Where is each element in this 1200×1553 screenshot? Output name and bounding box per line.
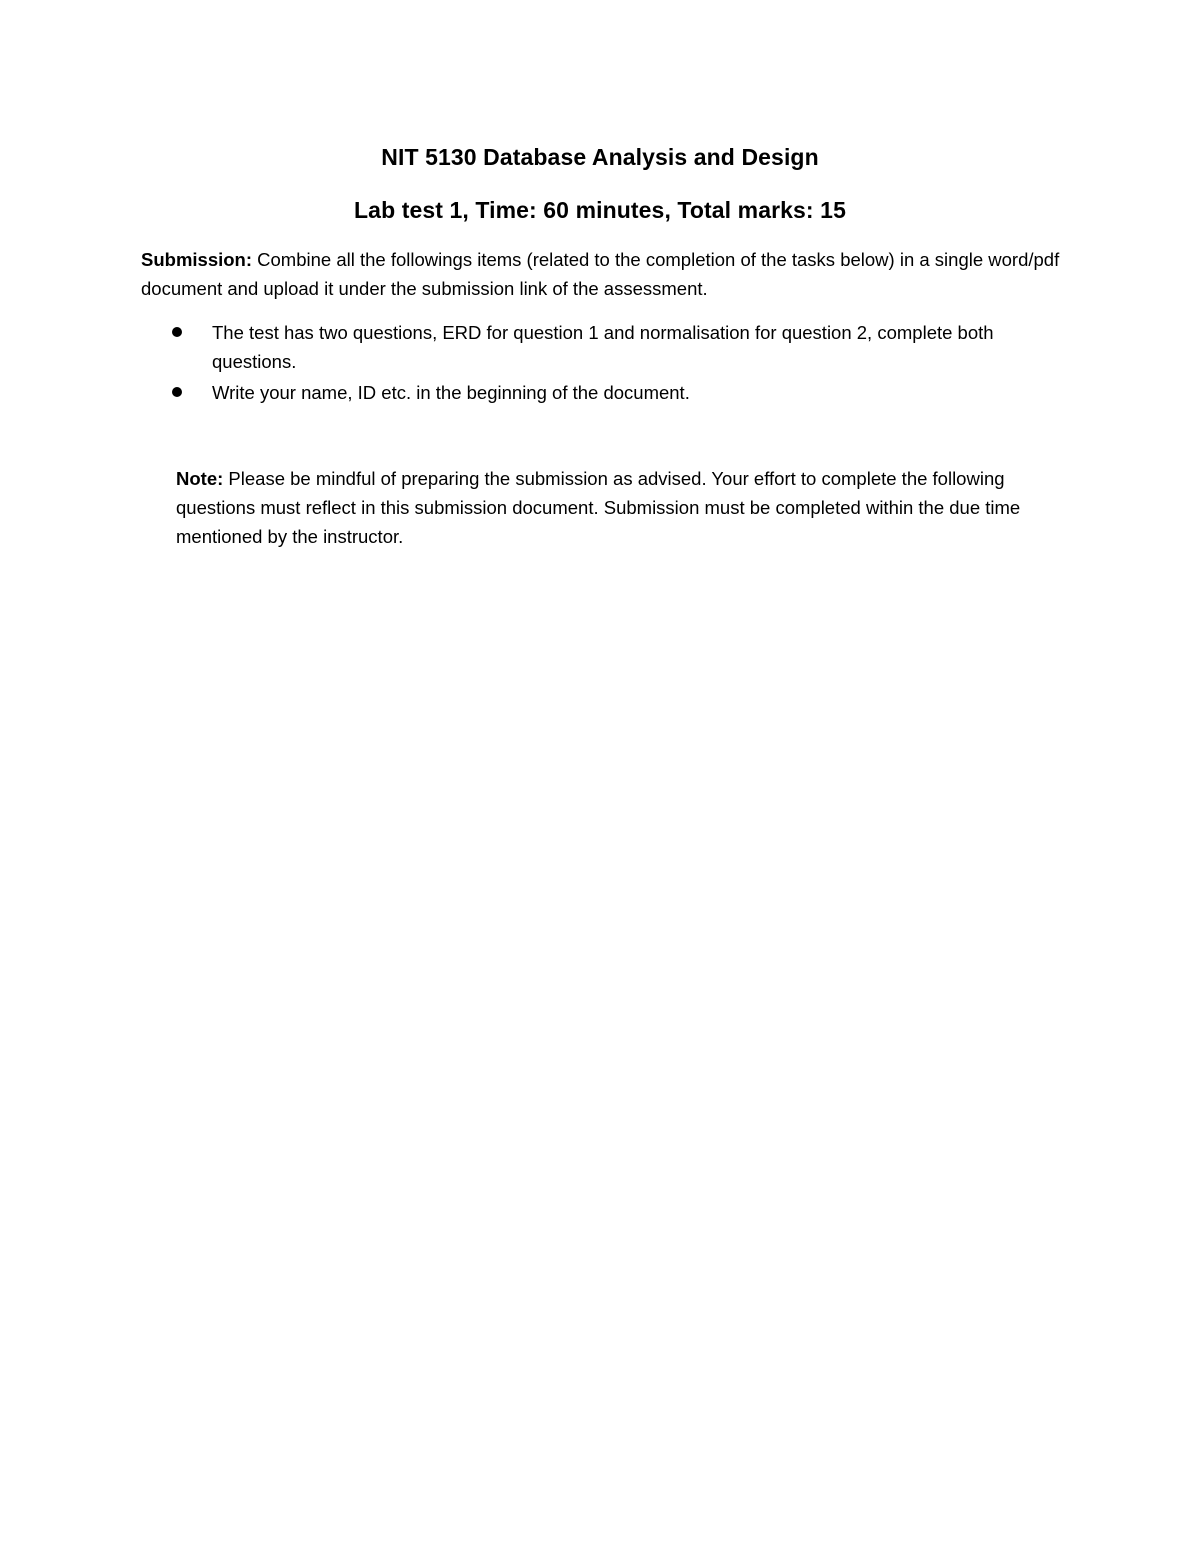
list-item bbox=[166, 378, 1066, 407]
document-subtitle: Lab test 1, Time: 60 minutes, Total marks: 15 bbox=[354, 197, 846, 223]
bullet-icon bbox=[172, 387, 182, 397]
list-item bbox=[166, 318, 1066, 376]
document-title: NIT 5130 Database Analysis and Design bbox=[381, 144, 819, 170]
note-label: Note: bbox=[176, 468, 224, 489]
bullet-icon bbox=[172, 327, 182, 337]
list-item-text: Write your name, ID etc. in the beginning of the document. bbox=[212, 382, 690, 403]
list-item-text: The test has two questions, ERD for question 1 and normalisation for question 2, complete both questions. bbox=[212, 322, 994, 372]
note-paragraph bbox=[176, 464, 1076, 551]
submission-label: Submission: bbox=[141, 249, 253, 270]
submission-paragraph bbox=[141, 245, 1071, 303]
instructions-list bbox=[166, 318, 1066, 409]
note-text: Please be mindful of preparing the submission as advised. Your effort to complete the following questions must reflect in this submission document. Submission must be completed within the due time mentioned by the instructor. bbox=[176, 468, 1021, 547]
submission-text: Combine all the followings items (related to the completion of the tasks below) in a single word/pdf document and upload it under the submission link of the assessment. bbox=[141, 249, 1060, 299]
